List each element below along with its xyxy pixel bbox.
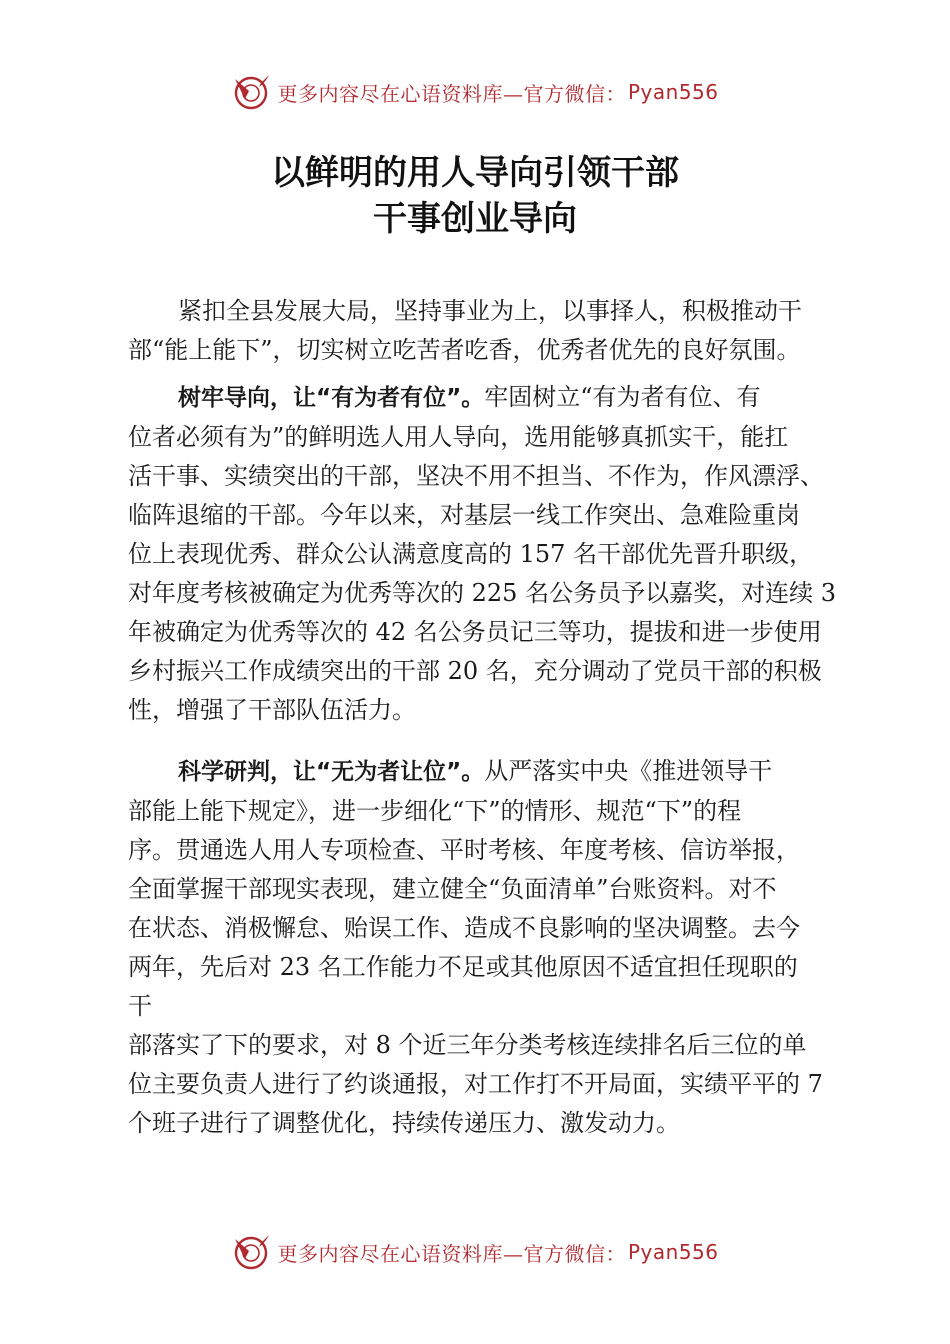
footer-banner (0, 1232, 950, 1272)
section-1-line: 乡村振兴工作成绩突出的干部 20 名，充分调动了党员干部的积极 (128, 657, 822, 685)
section-2-line: 全面掌握干部现实表现，建立健全“负面清单”台账资料。对不 (128, 875, 777, 903)
title-line-1: 以鲜明的用人导向引领干部 (271, 153, 679, 193)
document-title (0, 150, 950, 242)
section-1-line: 性，增强了干部队伍活力。 (128, 696, 416, 724)
section-1-line: 位者必须有为”的鲜明选人用人导向，选用能够真抓实干，能扛 (128, 423, 789, 451)
banner-wechat-id: Pyan556 (627, 80, 719, 104)
section-1-first-line (128, 378, 828, 418)
section-2-heading: 科学研判，让“无为者让位”。 (178, 759, 485, 785)
section-1-line: 对年度考核被确定为优秀等次的 225 名公务员予以嘉奖，对连续 3 (128, 579, 836, 607)
section-1-line: 年被确定为优秀等次的 42 名公务员记三等功，提拔和进一步使用 (128, 618, 822, 646)
section-2-lead-text: 从严落实中央《推进领导干 (484, 757, 773, 785)
title-line-2: 干事创业导向 (373, 199, 577, 239)
section-1-line: 临阵退缩的干部。今年以来，对基层一线工作突出、急难险重岗 (128, 501, 800, 529)
banner-wechat-id: Pyan556 (627, 1240, 719, 1264)
section-2-line: 个班子进行了调整优化，持续传递压力、激发动力。 (128, 1109, 680, 1137)
section-2-line: 部落实了下的要求，对 8 个近三年分类考核连续排名后三位的单 (128, 1031, 807, 1059)
section-2-paragraph (128, 752, 828, 1143)
intro-paragraph (128, 292, 828, 370)
section-1-lead-text: 牢固树立“有为者有位、有 (484, 383, 761, 411)
section-2-first-line (128, 752, 828, 792)
section-2-line: 两年，先后对 23 名工作能力不足或其他原因不适宜担任现职的 (128, 953, 798, 981)
section-1-line: 位上表现优秀、群众公认满意度高的 157 名干部优先晋升职级， (128, 540, 814, 568)
header-banner (0, 72, 950, 112)
intro-line: 部“能上能下”，切实树立吃苦者吃香，优秀者优先的良好氛围。 (128, 336, 801, 364)
section-2-line: 干 (128, 992, 152, 1020)
section-2-line: 序。贯通选人用人专项检查、平时考核、年度考核、信访举报， (128, 836, 800, 864)
section-2-line: 位主要负责人进行了约谈通报，对工作打不开局面，实绩平平的 7 (128, 1070, 823, 1098)
banner-text: 更多内容尽在心语资料库—官方微信： (277, 81, 626, 106)
brand-logo-icon (231, 73, 271, 111)
brand-logo-icon (231, 1233, 271, 1271)
section-2-line: 在状态、消极懈怠、贻误工作、造成不良影响的坚决调整。去今 (128, 914, 800, 942)
section-1-paragraph (128, 378, 836, 730)
section-1-heading: 树牢导向，让“有为者有位”。 (178, 385, 485, 411)
section-2-line: 部能上能下规定》，进一步细化“下”的情形、规范“下”的程 (128, 797, 742, 825)
banner-text: 更多内容尽在心语资料库—官方微信： (277, 1241, 626, 1266)
intro-line: 紧扣全县发展大局，坚持事业为上，以事择人，积极推动干 (178, 297, 802, 325)
section-1-line: 活干事、实绩突出的干部，坚决不用不担当、不作为，作风漂浮、 (128, 462, 824, 490)
